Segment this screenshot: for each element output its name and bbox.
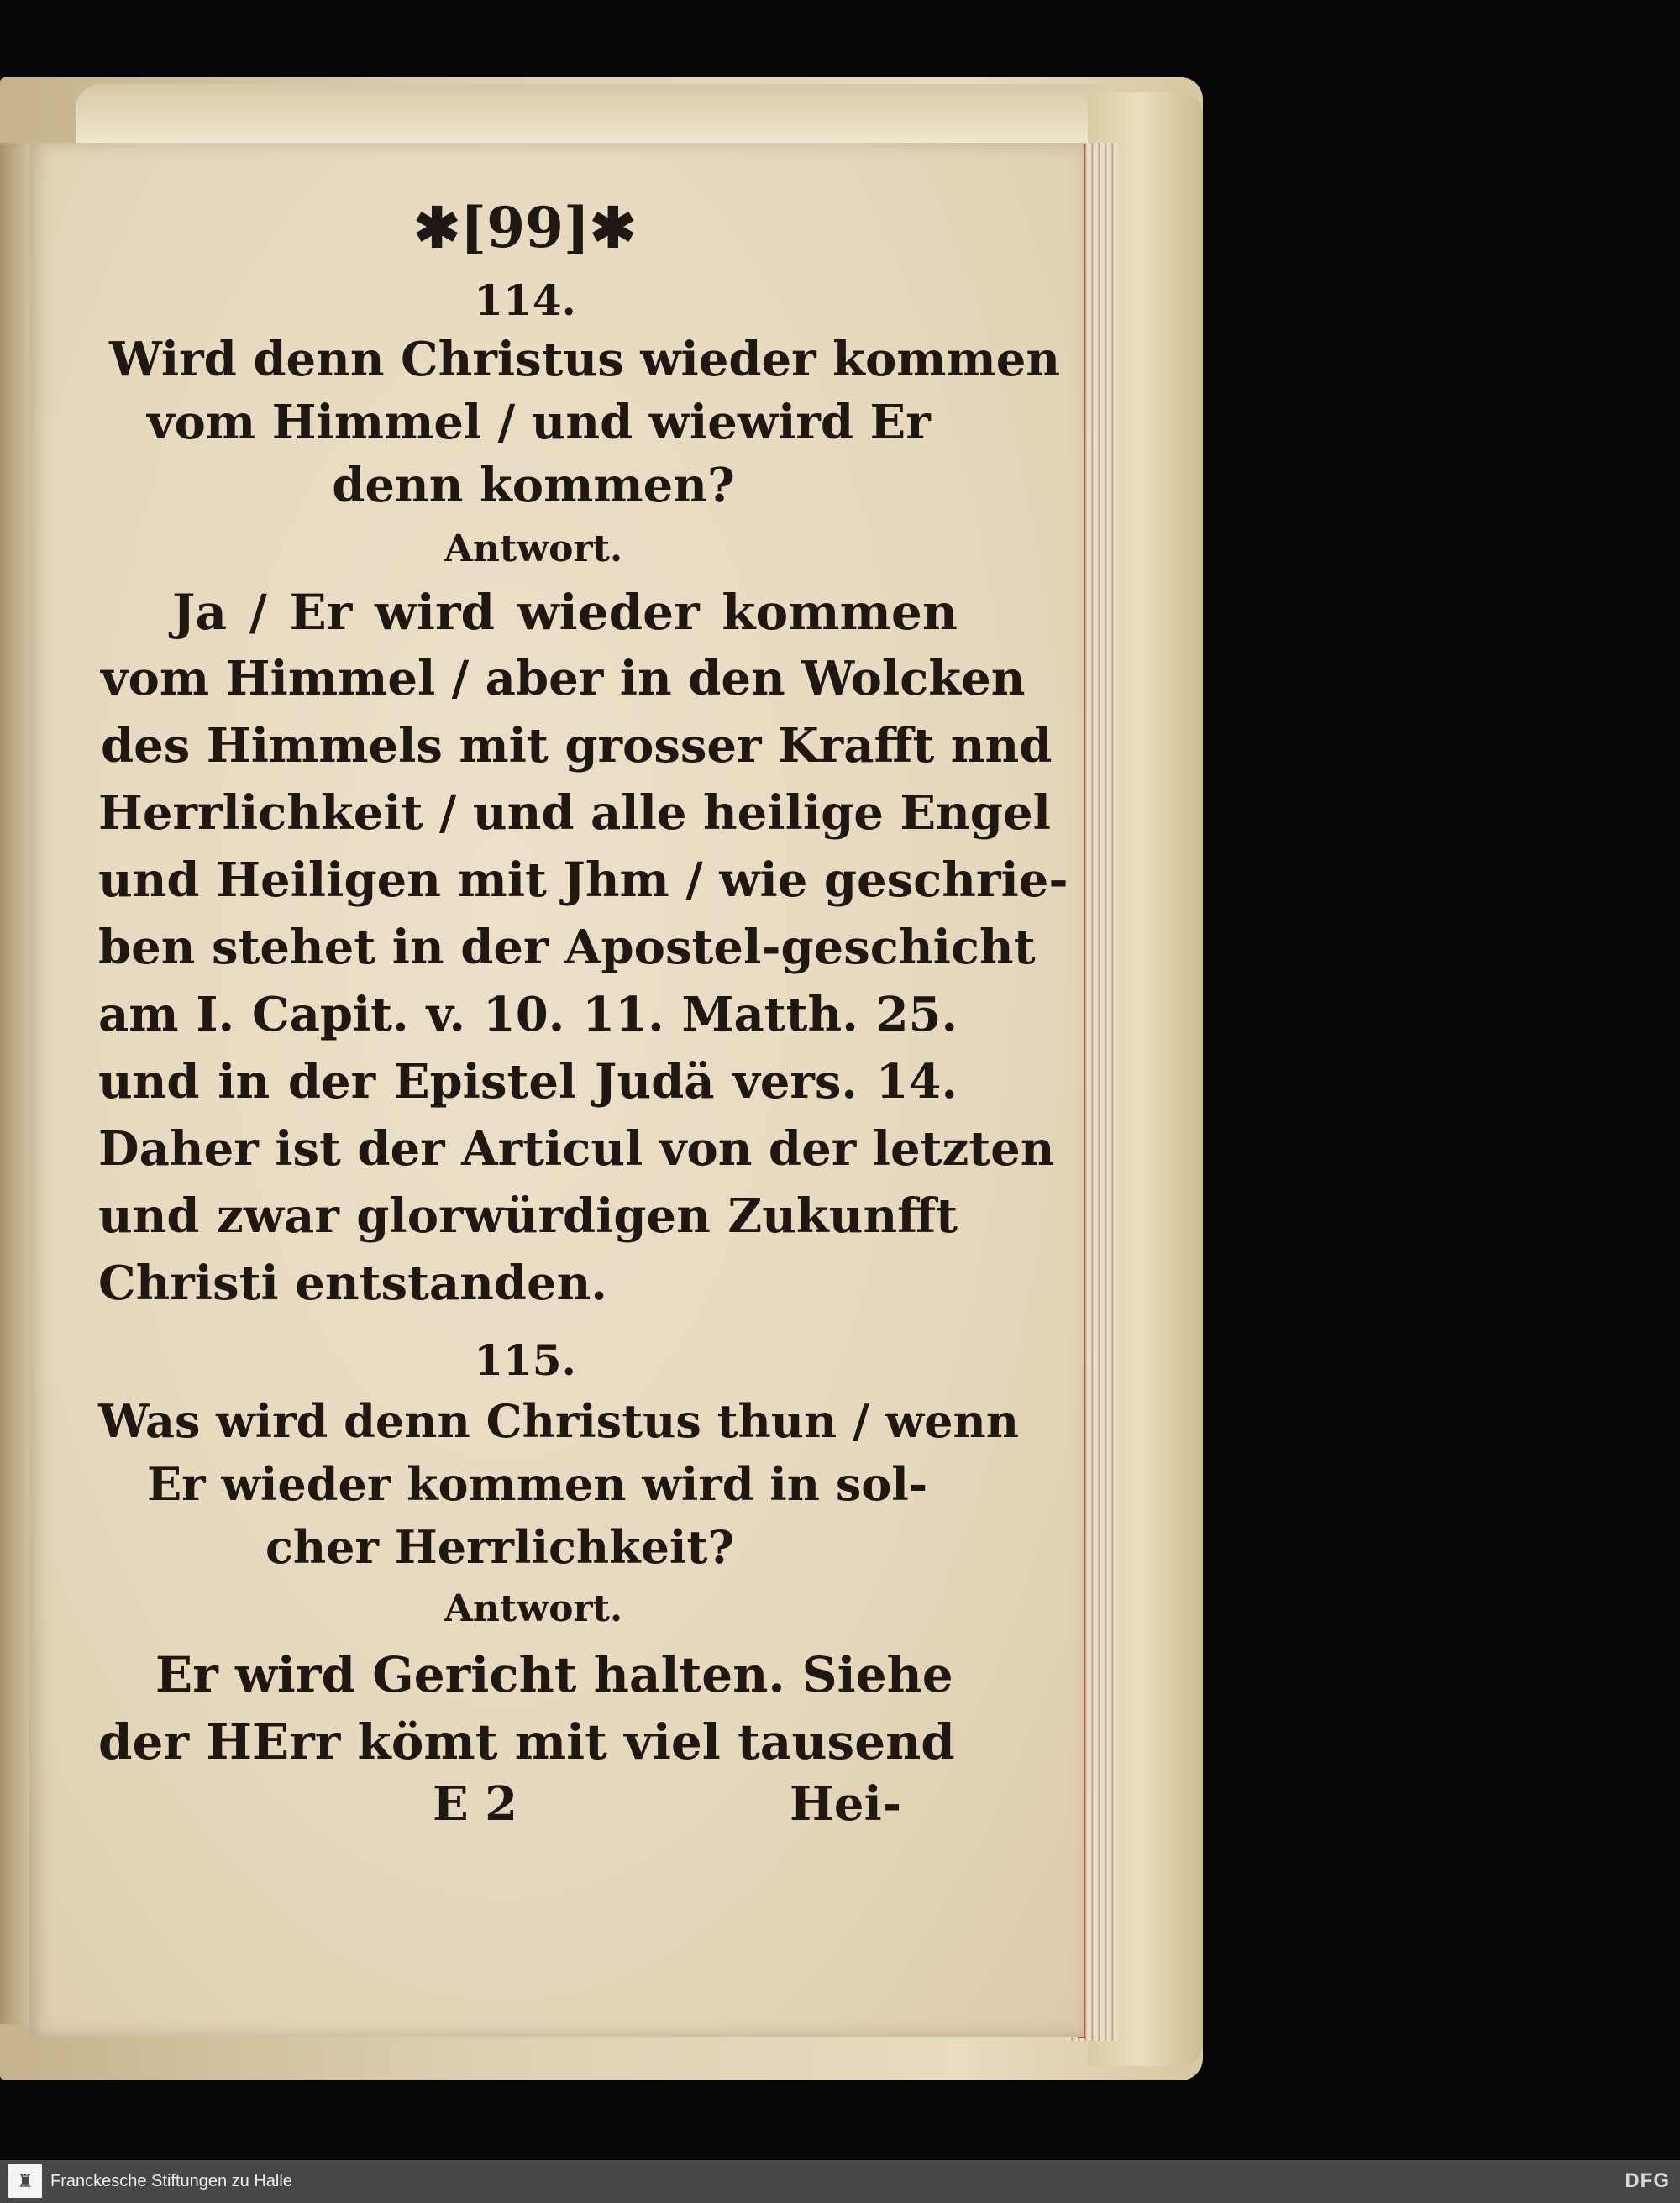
answer-heading-114: Antwort. <box>444 527 623 570</box>
answer-114-line-4: Herrlichkeit / und alle heilige Engel <box>98 785 1051 841</box>
question-number-114: 114. <box>474 275 576 325</box>
answer-115-line-2: der HErr kömt mit viel tausend <box>98 1713 955 1770</box>
answer-114-line-6: ben stehet in der Apostel-geschicht <box>98 920 1036 975</box>
question-114-line-1: Wird denn Christus wieder kommen <box>109 332 1061 387</box>
answer-114-line-10: und zwar glorwürdigen Zukunfft <box>98 1188 958 1244</box>
answer-114-line-1: Ja / Er wird wieder kommen <box>172 584 958 641</box>
question-115-line-1: Was wird denn Christus thun / wenn <box>98 1394 1020 1448</box>
answer-114-line-11: Christi entstanden. <box>98 1256 607 1311</box>
page-header: ✱[99]✱ <box>413 195 637 260</box>
institution-logo-icon: ♜ <box>8 2164 42 2198</box>
question-114-line-2: vom Himmel / und wiewird Er <box>147 395 931 450</box>
signature-mark: E 2 <box>433 1776 518 1832</box>
question-114-line-3: denn kommen? <box>332 458 735 513</box>
answer-115-line-1: Er wird Gericht halten. Siehe <box>155 1646 953 1703</box>
answer-114-line-3: des Himmels mit grosser Krafft nnd <box>101 718 1053 774</box>
answer-114-line-7: am I. Capit. v. 10. 11. Matth. 25. <box>98 987 958 1042</box>
question-115-line-2: Er wieder kommen wird in sol- <box>147 1457 928 1511</box>
question-number-115: 115. <box>474 1335 576 1385</box>
answer-114-line-2: vom Himmel / aber in den Wolcken <box>101 651 1026 706</box>
institution-name: Franckesche Stiftungen zu Halle <box>50 2172 292 2190</box>
answer-heading-115: Antwort. <box>444 1587 623 1630</box>
footer-bar <box>0 2160 1680 2203</box>
page-text <box>29 143 1084 2037</box>
book-page <box>29 143 1084 2037</box>
dfg-logo: DFG <box>1625 2169 1670 2192</box>
catchword: Hei- <box>790 1776 902 1832</box>
answer-114-line-5: und Heiligen mit Jhm / wie geschrie- <box>98 852 1068 908</box>
answer-114-line-9: Daher ist der Articul von der letzten <box>98 1121 1055 1177</box>
cover-top-edge <box>76 84 1126 143</box>
answer-114-line-8: und in der Epistel Judä vers. 14. <box>98 1054 958 1109</box>
left-page-edge <box>0 143 34 2024</box>
question-115-line-3: cher Herrlichkeit? <box>265 1520 735 1574</box>
